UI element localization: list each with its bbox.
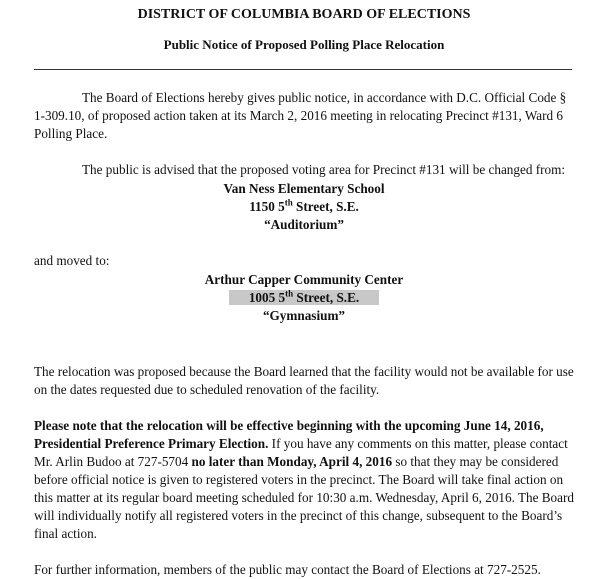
new-location-room: “Gymnasium” xyxy=(262,308,346,323)
new-street-number: 1005 5 xyxy=(248,290,286,305)
advised-paragraph: The public is advised that the proposed voting area for Precinct #131 will be changed from: xyxy=(82,162,566,177)
old-street-rest: Street, S.E. xyxy=(292,199,359,214)
new-location-street xyxy=(34,289,574,307)
contact-paragraph: For further information, members of the public may contact the Board of Elections at 727-2525. xyxy=(34,562,541,577)
effective-deadline: no later than Monday, April 4, 2016 xyxy=(191,454,393,469)
effective-text-1: If you have any comments on this matter, please contact Mr. Arlin Budoo at 727-5704 xyxy=(34,436,568,469)
old-location-street xyxy=(34,198,574,216)
notice-page xyxy=(34,0,574,579)
new-location-block xyxy=(34,271,574,325)
old-street-suffix: th xyxy=(284,197,293,208)
page-subtitle: Public Notice of Proposed Polling Place Relocation xyxy=(163,37,445,52)
effective-paragraph xyxy=(34,417,574,543)
reason-paragraph: The relocation was proposed because the Board learned that the facility would not be available for use on the dates requested due to scheduled renovation of the facility. xyxy=(34,364,574,397)
effective-bold-lead: Please note that the relocation will be effective beginning with the upcoming June 14, 2016, Presidential Preference Primary Election. xyxy=(34,418,544,451)
page-title: DISTRICT OF COLUMBIA BOARD OF ELECTIONS xyxy=(137,7,471,22)
old-location-name: Van Ness Elementary School xyxy=(223,181,385,196)
intro-paragraph: The Board of Elections hereby gives public notice, in accordance with D.C. Official Code § 1-309.10, of proposed action taken at its March 2, 2016 meeting in relocating Precinct #131, Ward 6 Polling Place. xyxy=(34,90,567,141)
header-divider xyxy=(34,69,572,70)
new-street-highlight xyxy=(229,290,379,305)
effective-text-2: so that they may be considered before official notice is given to registered voters in the precinct. The Board will take final action on this matter at its regular board meeting scheduled for 10:30 a.m. Wednesday, April 6, 2016. The Board will individually notify all registered voters in the precinct of this change, subsequent to the Board’s final action. xyxy=(34,454,574,541)
old-location-block xyxy=(34,180,574,234)
new-location-name: Arthur Capper Community Center xyxy=(204,272,404,287)
old-street-number: 1150 5 xyxy=(249,199,285,214)
new-street-rest: Street, S.E. xyxy=(293,290,360,305)
new-street-suffix: th xyxy=(285,288,294,299)
moved-to-label: and moved to: xyxy=(34,253,110,268)
old-location-room: “Auditorium” xyxy=(264,217,344,232)
